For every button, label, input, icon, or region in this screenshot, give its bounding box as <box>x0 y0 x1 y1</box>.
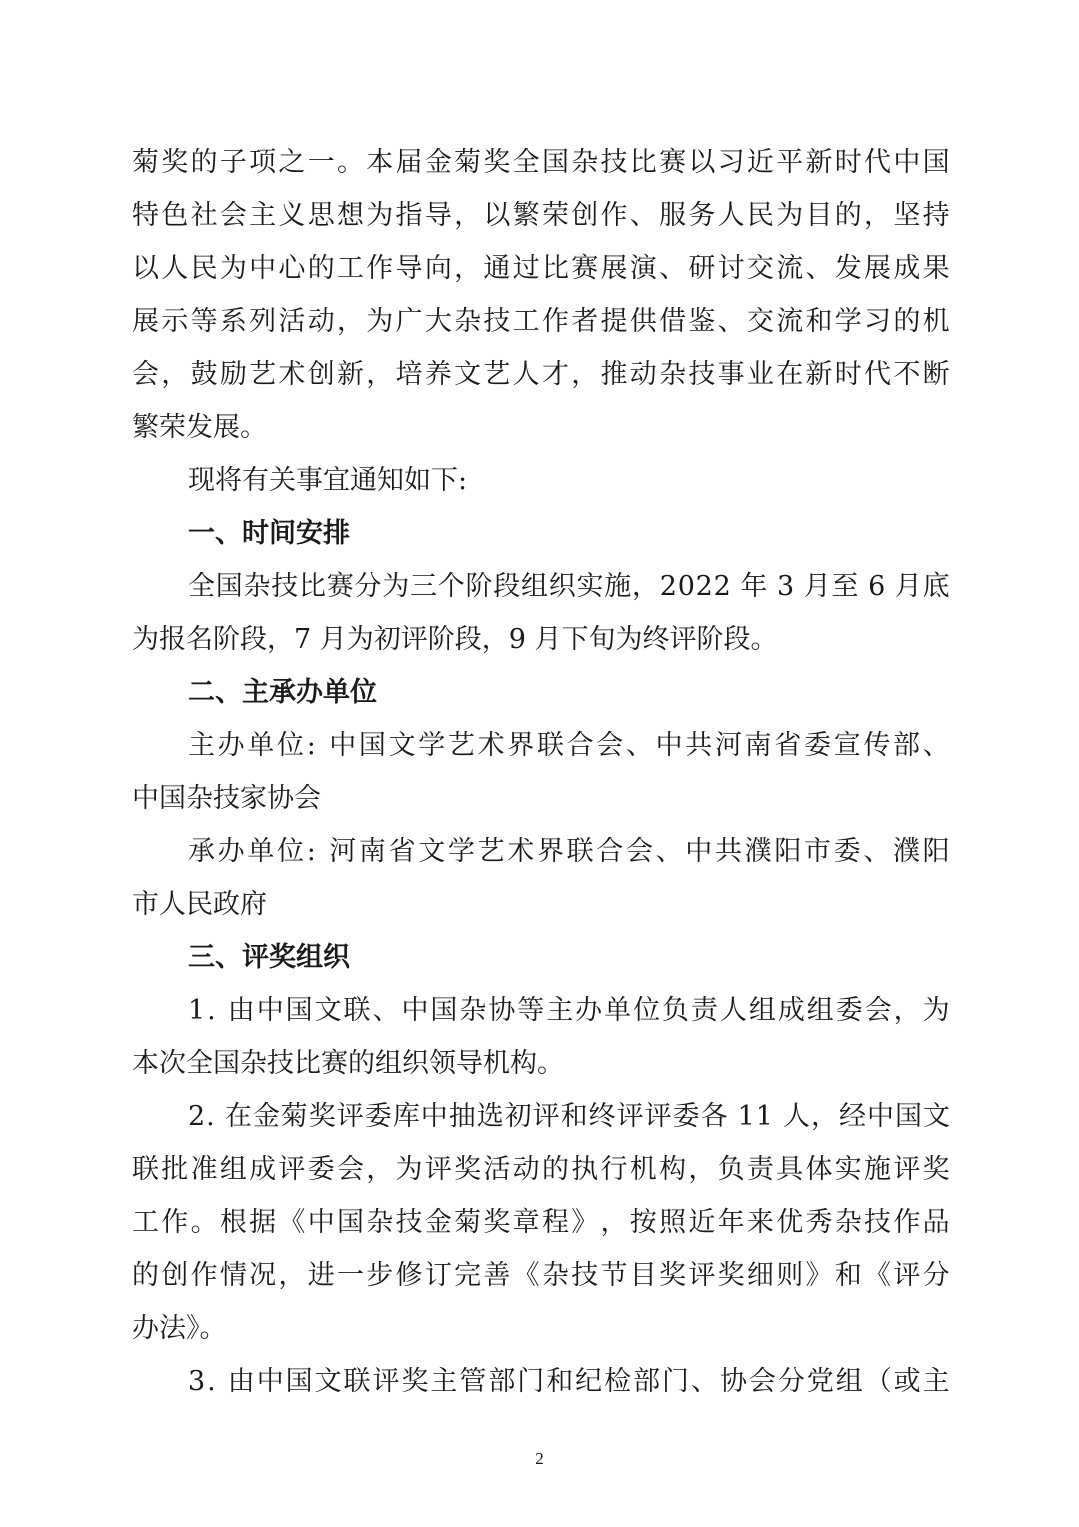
section-heading-schedule: 一、时间安排 <box>188 518 350 549</box>
body-text-line: 主 办 单 位 : 中 国 文 学 艺 术 界 联 合 会 、 中 共 河 南 省 委 宣 传 部 、 <box>188 730 950 761</box>
body-text-line: 的 创 作 情 况 ， 进 一 步 修 订 完 善 《 杂 技 节 目 奖 评 奖 细 则 》 和 《 评 分 <box>132 1260 950 1291</box>
body-text-line: 本次全国杂技比赛的组织领导机构。 <box>132 1048 564 1079</box>
body-text-line: 繁荣发展。 <box>132 412 267 443</box>
page-number: 2 <box>535 1449 544 1468</box>
body-text-line: 现将有关事宜通知如下: <box>188 465 468 496</box>
body-text-line: 菊 奖 的 子 项 之 一 。 本 届 金 菊 奖 全 国 杂 技 比 赛 以 习 近 平 新 时 代 中 国 <box>132 147 950 178</box>
body-text-line: 为报名阶段，7 月为初评阶段，9 月下旬为终评阶段。 <box>132 624 778 655</box>
body-text-line: 3 . 由 中 国 文 联 评 奖 主 管 部 门 和 纪 检 部 门 、 协 会 分 党 组 （ 或 主 <box>188 1366 950 1397</box>
document-body <box>132 136 950 1408</box>
body-text-line: 2 . 在 金 菊 奖 评 委 库 中 抽 选 初 评 和 终 评 评 委 各 1 1 人 ， 经 中 国 文 <box>188 1101 950 1132</box>
body-text-line: 联 批 准 组 成 评 委 会 ， 为 评 奖 活 动 的 执 行 机 构 ， 负 责 具 体 实 施 评 奖 <box>132 1154 950 1185</box>
body-text-line: 会 ， 鼓 励 艺 术 创 新 ， 培 养 文 艺 人 才 ， 推 动 杂 技 事 业 在 新 时 代 不 断 <box>132 359 950 390</box>
section-heading-jury: 三、评奖组织 <box>188 942 350 973</box>
body-text-line: 办法》。 <box>132 1313 227 1344</box>
body-text-line: 中国杂技家协会 <box>132 783 321 814</box>
body-text-line: 以 人 民 为 中 心 的 工 作 导 向 ， 通 过 比 赛 展 演 、 研 讨 交 流 、 发 展 成 果 <box>132 253 950 284</box>
body-text-line: 工 作 。 根 据 《 中 国 杂 技 金 菊 奖 章 程 》 ， 按 照 近 年 来 优 秀 杂 技 作 品 <box>132 1207 950 1238</box>
body-text-line: 1 . 由 中 国 文 联 、 中 国 杂 协 等 主 办 单 位 负 责 人 组 成 组 委 会 ， 为 <box>188 995 950 1026</box>
section-heading-organizers: 二、主承办单位 <box>188 677 377 708</box>
body-text-line: 展 示 等 系 列 活 动 ， 为 广 大 杂 技 工 作 者 提 供 借 鉴 、 交 流 和 学 习 的 机 <box>132 306 950 337</box>
body-text-line: 承 办 单 位 : 河 南 省 文 学 艺 术 界 联 合 会 、 中 共 濮 阳 市 委 、 濮 阳 <box>188 836 950 867</box>
body-text-line: 全 国 杂 技 比 赛 分 为 三 个 阶 段 组 织 实 施 ， 2 0 2 2 年 3 月 至 6 月 底 <box>188 571 950 602</box>
body-text-line: 市人民政府 <box>132 889 267 920</box>
body-text-line: 特 色 社 会 主 义 思 想 为 指 导 ， 以 繁 荣 创 作 、 服 务 人 民 为 目 的 ， 坚 持 <box>132 200 950 231</box>
